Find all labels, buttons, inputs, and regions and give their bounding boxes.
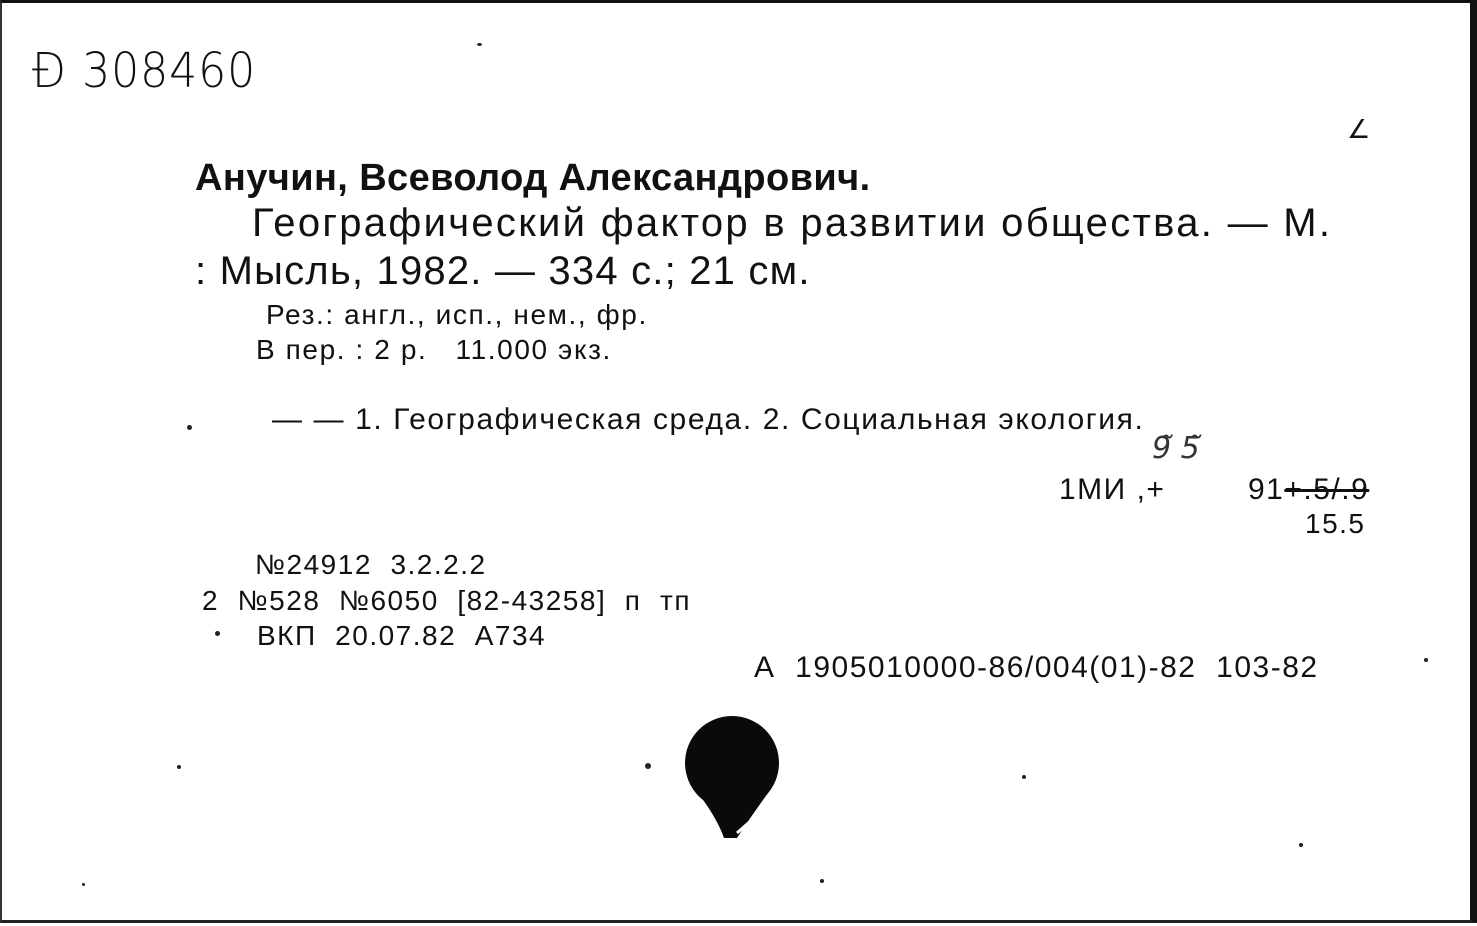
- price-note: В пер. : 2 р. 11.000 экз.: [256, 334, 612, 365]
- speck: [820, 879, 824, 883]
- subject-headings: — — 1. Географическая среда. 2. Социальная экология.: [272, 403, 1145, 436]
- speck: [177, 765, 181, 769]
- speck: [1424, 658, 1428, 662]
- punch-hole: [2, 3, 1477, 926]
- classification-left: 1МИ ,+: [1059, 473, 1166, 506]
- detail-line-2: 2 №528 №6050 [82-43258] п тп: [202, 585, 691, 616]
- classification-sub: 15.5: [1305, 508, 1366, 539]
- catalog-code: А 1905010000-86/004(01)-82 103-82: [754, 651, 1319, 684]
- detail-line-3: ВКП 20.07.82 А734: [257, 620, 547, 651]
- speck: [1299, 843, 1303, 847]
- inventory-number: Ɖ 308460: [32, 43, 257, 99]
- speck: [82, 883, 85, 886]
- title-line-1: Географический фактор в развитии общества. — М.: [252, 201, 1333, 245]
- speck: [1022, 775, 1026, 779]
- speck: [477, 43, 482, 46]
- title-line-2: : Мысль, 1982. — 334 с.; 21 см.: [195, 249, 811, 293]
- corner-mark: ∠: [1347, 115, 1371, 145]
- speck: [645, 763, 651, 769]
- speck: [187, 425, 192, 430]
- classification-code: 91: [1248, 473, 1285, 506]
- handwritten-class-note: 9̃ 5̃: [1152, 431, 1200, 466]
- speck: [215, 631, 220, 636]
- classification-struck-code: +.5/.9: [1284, 473, 1370, 506]
- author-heading: Анучин, Всеволод Александрович.: [195, 157, 871, 199]
- resume-note: Рез.: англ., исп., нем., фр.: [266, 299, 648, 330]
- detail-line-1: №24912 3.2.2.2: [255, 549, 487, 580]
- punch-hole-shape: [685, 716, 779, 838]
